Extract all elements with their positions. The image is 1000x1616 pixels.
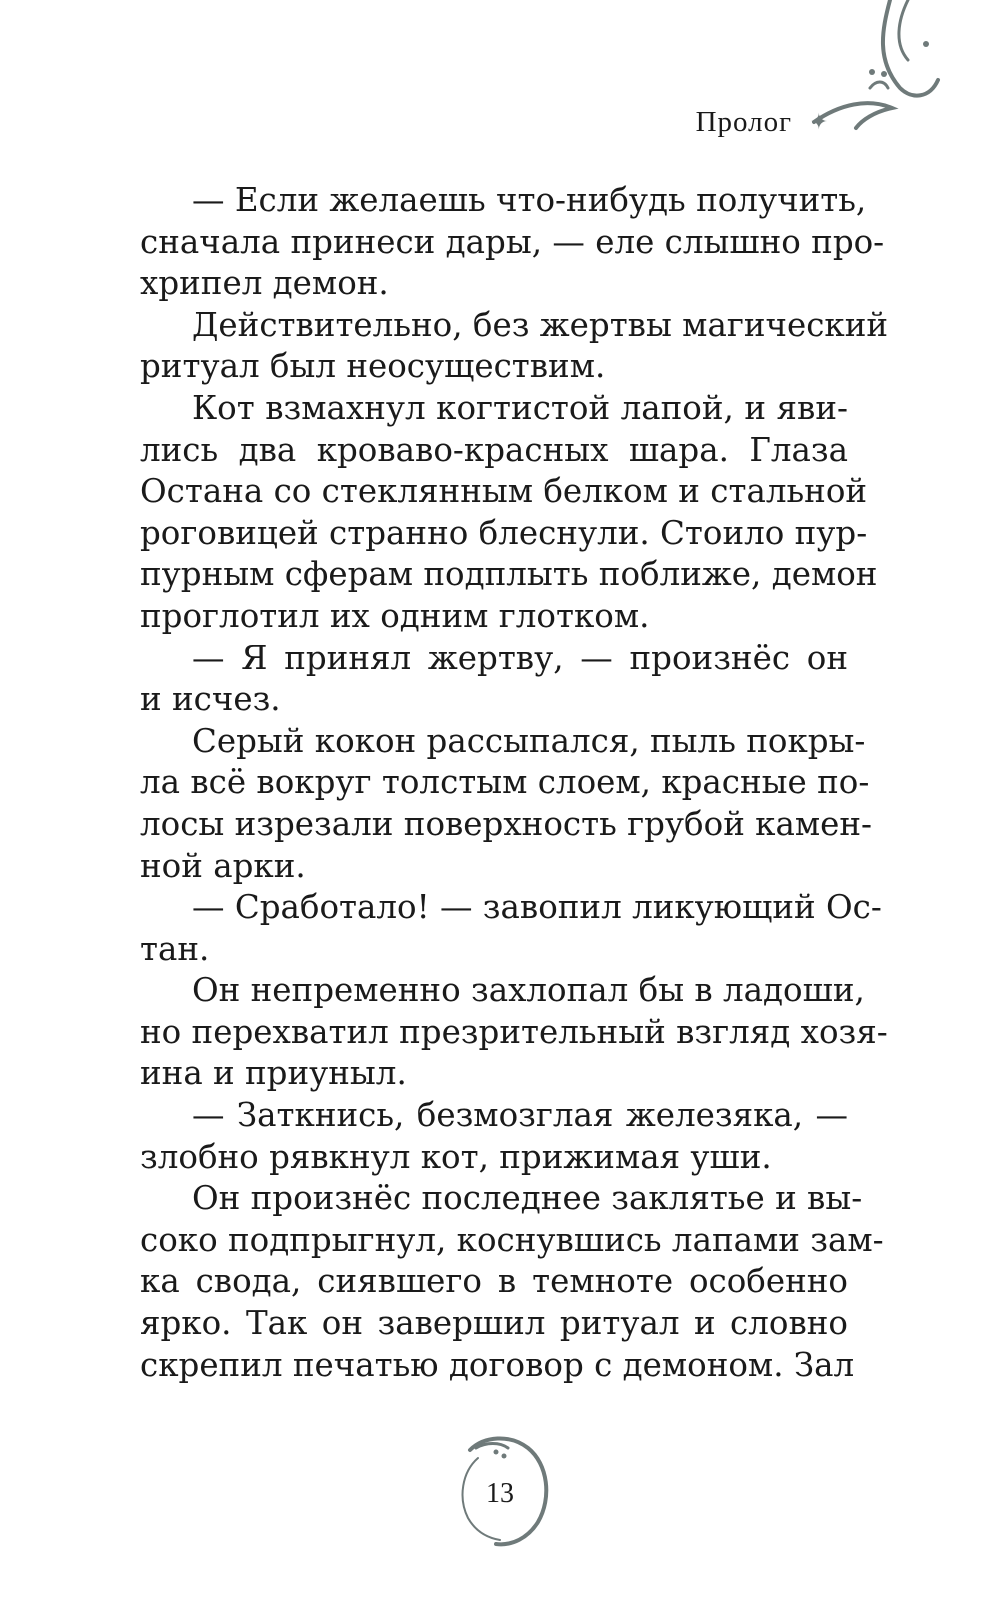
text-line: Остана со стеклянным белком и стальной bbox=[140, 472, 868, 511]
text-line: хрипел демон. bbox=[140, 264, 389, 303]
text-line: проглотил их одним глотком. bbox=[140, 596, 650, 635]
text-line: — Сработало! — завопил ликующий Ос- bbox=[192, 888, 882, 927]
text-line: Серый кокон рассыпался, пыль покры- bbox=[192, 721, 866, 760]
text-line: — Я принял жертву, — произнёс он bbox=[192, 638, 848, 677]
text-line: Он произнёс последнее заклятье и вы- bbox=[192, 1179, 863, 1218]
text-line: тан. bbox=[140, 929, 210, 968]
text-line: роговицей странно блеснули. Стоило пур- bbox=[140, 513, 868, 552]
text-line: ной арки. bbox=[140, 846, 306, 885]
text-line: ритуал был неосуществим. bbox=[140, 347, 606, 386]
text-line: пурным сферам подплыть поближе, демон bbox=[140, 555, 878, 594]
text-line: злобно рявкнул кот, прижимая уши. bbox=[140, 1137, 772, 1176]
text-line: лись два кроваво-красных шара. Глаза bbox=[140, 430, 848, 469]
four-point-star-icon: ✦ bbox=[809, 110, 828, 135]
text-line: сначала принеси дары, — еле слышно про- bbox=[140, 222, 885, 261]
text-line: Действительно, без жертвы магический bbox=[192, 305, 889, 344]
running-head: Пролог bbox=[695, 106, 792, 138]
text-line: ярко. Так он завершил ритуал и словно bbox=[140, 1304, 848, 1343]
text-line: лосы изрезали поверхность грубой камен- bbox=[140, 804, 873, 843]
body-text bbox=[140, 180, 889, 1386]
page-number: 13 bbox=[486, 1478, 514, 1509]
text-line: ина и приуныл. bbox=[140, 1054, 407, 1093]
text-line: соко подпрыгнул, коснувшись лапами зам- bbox=[140, 1220, 884, 1259]
text-line: — Заткнись, безмозглая железяка, — bbox=[192, 1096, 848, 1135]
text-line: но перехватил презрительный взгляд хозя- bbox=[140, 1012, 888, 1051]
swirl-ornament-icon bbox=[809, 0, 942, 140]
text-line: Он непременно захлопал бы в ладоши, bbox=[192, 971, 865, 1010]
text-line: ка свода, сиявшего в темноте особенно bbox=[140, 1262, 848, 1301]
text-line: и исчез. bbox=[140, 680, 281, 719]
text-line: — Если желаешь что-нибудь получить, bbox=[192, 181, 867, 219]
text-line: Кот взмахнул когтистой лапой, и яви- bbox=[192, 388, 848, 427]
text-line: ла всё вокруг толстым слоем, красные по- bbox=[140, 763, 870, 802]
text-line: скрепил печатью договор с демоном. Зал bbox=[140, 1345, 855, 1384]
